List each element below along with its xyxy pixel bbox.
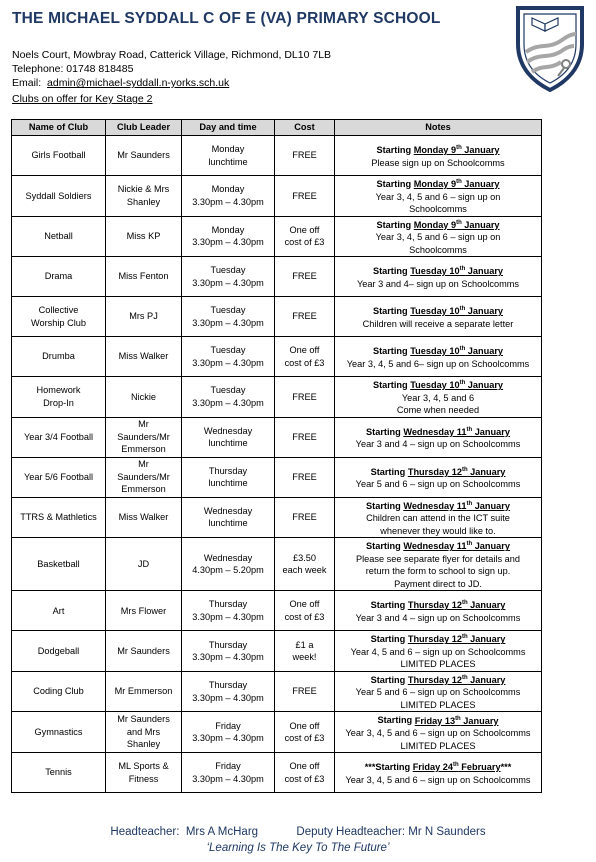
club-leader-cell bbox=[106, 671, 182, 712]
note-line: Year 3, 4, 5 and 6– sign up on Schoolcomms bbox=[346, 358, 530, 369]
email-link[interactable]: admin@michael-syddall.n-yorks.sch.uk bbox=[47, 77, 230, 89]
table-row bbox=[12, 297, 542, 337]
table-row bbox=[12, 136, 542, 176]
cost-cell bbox=[275, 497, 335, 538]
table-row bbox=[12, 497, 542, 538]
note-line: Year 4, 5 and 6 – sign up on Schoolcomms bbox=[350, 646, 526, 657]
note-line: Year 5 and 6 – sign up on Schoolcomms bbox=[355, 687, 521, 698]
start-date-line: Starting Monday 9th January bbox=[376, 179, 500, 190]
club-name-line: Homework bbox=[36, 385, 81, 396]
header-notes: Notes bbox=[335, 120, 542, 136]
day-time-line: Monday bbox=[211, 184, 245, 195]
cost-cell bbox=[275, 216, 335, 257]
table-row bbox=[12, 377, 542, 418]
club-leader-line: Mr Emmerson bbox=[114, 686, 173, 697]
cost-line: FREE bbox=[292, 512, 317, 523]
day-time-line: 3.30pm – 4.30pm bbox=[192, 357, 264, 368]
club-name-cell bbox=[12, 457, 106, 497]
club-leader-cell bbox=[106, 337, 182, 377]
table-row bbox=[12, 457, 542, 497]
day-time-line: Friday bbox=[215, 761, 241, 771]
start-date: Monday 9th January bbox=[413, 144, 500, 156]
notes-cell bbox=[335, 591, 542, 631]
club-name-line: Gymnastics bbox=[34, 726, 83, 737]
cost-cell bbox=[275, 457, 335, 497]
club-leader-cell bbox=[106, 176, 182, 217]
club-leader-cell bbox=[106, 712, 182, 753]
club-name-line: Collective bbox=[38, 305, 79, 316]
note-line: Schoolcomms bbox=[409, 244, 467, 255]
notes-cell bbox=[335, 497, 542, 538]
day-time-cell bbox=[182, 297, 275, 337]
club-leader-line: Miss KP bbox=[126, 231, 161, 242]
club-leader-cell bbox=[106, 538, 182, 591]
club-leader-line: Emmerson bbox=[121, 444, 166, 455]
club-name-cell bbox=[12, 136, 106, 176]
day-time-line: Monday bbox=[211, 144, 245, 154]
club-name-line: Coding Club bbox=[33, 686, 84, 697]
start-date: Thursday 12th January bbox=[407, 634, 506, 645]
day-time-cell bbox=[182, 591, 275, 631]
club-name-cell bbox=[12, 631, 106, 672]
club-leader-line: Fitness bbox=[128, 773, 159, 784]
day-time-line: Tuesday bbox=[210, 305, 246, 316]
notes-cell bbox=[335, 337, 542, 377]
day-time-cell bbox=[182, 753, 275, 793]
footer-staff: Headteacher: Mrs A McHarg Deputy Headteacher: Mr N Saunders bbox=[110, 826, 486, 838]
day-time-line: Thursday bbox=[208, 680, 248, 691]
note-line: Please sign up on Schoolcomms bbox=[371, 157, 505, 168]
note-line: Come when needed bbox=[396, 405, 480, 416]
note-line: return the form to school to sign up. bbox=[365, 566, 511, 577]
club-name-line: Girls Football bbox=[31, 150, 86, 161]
cost-cell bbox=[275, 176, 335, 217]
start-date: Thursday 12th January bbox=[407, 466, 506, 477]
cost-line: FREE bbox=[292, 431, 317, 442]
day-time-line: 3.30pm – 4.30pm bbox=[192, 397, 264, 408]
start-date-line: Starting Tuesday 10th January bbox=[372, 306, 504, 317]
note-line: Year 3 and 4 – sign up on Schoolcomms bbox=[355, 439, 521, 450]
note-line: Children can attend in the ICT suite bbox=[366, 513, 510, 524]
notes-cell bbox=[335, 257, 542, 297]
notes-cell bbox=[335, 176, 542, 217]
note-line: Payment direct to JD. bbox=[394, 578, 482, 589]
start-date-line: Starting Thursday 12th January bbox=[370, 466, 506, 477]
club-leader-cell bbox=[106, 753, 182, 793]
club-leader-cell bbox=[106, 457, 182, 497]
club-leader-line: ML Sports & bbox=[118, 761, 169, 771]
day-time-cell bbox=[182, 538, 275, 591]
day-time-cell bbox=[182, 176, 275, 217]
day-time-line: Friday bbox=[215, 720, 241, 731]
club-leader-line: Nickie & Mrs bbox=[117, 184, 170, 195]
club-leader-line: Mrs Flower bbox=[120, 605, 167, 616]
club-leader-line: Mr Saunders bbox=[117, 645, 170, 656]
club-name-cell bbox=[12, 497, 106, 538]
start-date: Thursday 12th January bbox=[407, 600, 506, 611]
day-time-line: Tuesday bbox=[210, 265, 246, 276]
club-name-line: Tennis bbox=[45, 767, 72, 778]
club-leader-cell bbox=[106, 297, 182, 337]
school-address: Noels Court, Mowbray Road, Catterick Village, Richmond, DL10 7LB bbox=[12, 49, 332, 61]
club-name-line: Art bbox=[52, 605, 65, 616]
cost-line: cost of £3 bbox=[284, 237, 325, 248]
club-leader-line: Mrs PJ bbox=[129, 311, 158, 322]
start-date: Tuesday 10th January bbox=[410, 380, 504, 391]
cost-line: FREE bbox=[292, 311, 317, 322]
club-name-cell bbox=[12, 591, 106, 631]
note-line: Children will receive a separate letter bbox=[362, 318, 514, 329]
cost-line: FREE bbox=[292, 150, 317, 161]
note-line: Year 3, 4, 5 and 6 – sign up on bbox=[375, 191, 501, 202]
club-name-line: Netball bbox=[44, 231, 73, 242]
day-time-cell bbox=[182, 712, 275, 753]
cost-cell bbox=[275, 136, 335, 176]
note-line: Year 3, 4, 5 and 6 – sign up on bbox=[375, 232, 501, 243]
note-line: LIMITED PLACES bbox=[400, 699, 476, 710]
club-name-line: Year 3/4 Football bbox=[23, 431, 94, 442]
table-row bbox=[12, 591, 542, 631]
cost-line: FREE bbox=[292, 391, 317, 402]
day-time-line: 3.30pm – 4.30pm bbox=[192, 733, 264, 744]
club-name-cell bbox=[12, 377, 106, 418]
day-time-cell bbox=[182, 377, 275, 418]
club-leader-cell bbox=[106, 591, 182, 631]
start-date: Monday 9th January bbox=[413, 179, 500, 190]
club-leader-line: Nickie bbox=[130, 391, 156, 402]
day-time-line: 3.30pm – 4.30pm bbox=[192, 277, 264, 288]
cost-cell bbox=[275, 753, 335, 793]
school-crest-icon bbox=[512, 4, 588, 92]
club-name-cell bbox=[12, 337, 106, 377]
day-time-line: 3.30pm – 4.30pm bbox=[192, 196, 264, 207]
day-time-line: Wednesday bbox=[203, 552, 253, 563]
club-leader-cell bbox=[106, 497, 182, 538]
cost-cell bbox=[275, 377, 335, 418]
start-date-line: Starting Thursday 12th January bbox=[370, 634, 506, 645]
day-time-cell bbox=[182, 457, 275, 497]
table-row bbox=[12, 538, 542, 591]
cost-line: cost of £3 bbox=[284, 733, 325, 744]
notes-cell bbox=[335, 297, 542, 337]
page-subtitle: Clubs on offer for Key Stage 2 bbox=[12, 93, 153, 105]
day-time-line: 3.30pm – 4.30pm bbox=[192, 692, 264, 703]
cost-cell bbox=[275, 417, 335, 457]
start-date: Tuesday 10th January bbox=[410, 346, 504, 357]
day-time-cell bbox=[182, 216, 275, 257]
day-time-line: Tuesday bbox=[210, 385, 246, 396]
notes-cell bbox=[335, 671, 542, 712]
cost-cell bbox=[275, 538, 335, 591]
day-time-cell bbox=[182, 417, 275, 457]
day-time-line: 3.30pm – 4.30pm bbox=[192, 611, 264, 622]
notes-cell bbox=[335, 538, 542, 591]
day-time-line: lunchtime bbox=[208, 438, 248, 449]
cost-line: cost of £3 bbox=[284, 773, 325, 784]
club-name-line: Worship Club bbox=[31, 317, 86, 328]
start-date: Friday 24th February bbox=[412, 761, 501, 773]
cost-line: One off bbox=[289, 761, 320, 771]
note-line: Schoolcomms bbox=[409, 204, 467, 215]
cost-line: week! bbox=[292, 652, 317, 663]
header-cost: Cost bbox=[275, 120, 335, 136]
day-time-cell bbox=[182, 497, 275, 538]
day-time-line: 3.30pm – 4.30pm bbox=[192, 317, 264, 328]
footer-motto: ‘Learning Is The Key To The Future’ bbox=[206, 842, 390, 854]
email-label: Email: bbox=[12, 77, 42, 89]
club-name-line: Dodgeball bbox=[37, 645, 80, 656]
table-row bbox=[12, 216, 542, 257]
start-date: Friday 13th January bbox=[414, 715, 499, 726]
cost-cell bbox=[275, 257, 335, 297]
day-time-line: Tuesday bbox=[210, 345, 246, 356]
cost-line: FREE bbox=[292, 686, 317, 697]
start-date: Wednesday 11th January bbox=[403, 541, 510, 552]
start-date: Monday 9th January bbox=[413, 219, 500, 230]
cost-line: One off bbox=[289, 224, 320, 235]
header-club-leader: Club Leader bbox=[106, 120, 182, 136]
cost-cell bbox=[275, 631, 335, 672]
table-row bbox=[12, 176, 542, 217]
day-time-cell bbox=[182, 257, 275, 297]
club-leader-line: Saunders/Mr bbox=[117, 431, 170, 442]
table-row bbox=[12, 631, 542, 672]
note-line: Year 3, 4, 5 and 6 – sign up on Schoolcomms bbox=[345, 728, 531, 738]
day-time-cell bbox=[182, 671, 275, 712]
start-date: Tuesday 10th January bbox=[410, 306, 504, 317]
notes-cell bbox=[335, 457, 542, 497]
club-name-cell bbox=[12, 176, 106, 217]
day-time-line: Thursday bbox=[208, 599, 248, 610]
cost-line: FREE bbox=[292, 271, 317, 282]
school-email-line bbox=[12, 77, 229, 89]
clubs-table bbox=[11, 119, 542, 793]
club-leader-cell bbox=[106, 257, 182, 297]
start-date-line: Starting Tuesday 10th January bbox=[372, 380, 504, 391]
cost-line: One off bbox=[289, 345, 320, 356]
club-leader-line: Mr Saunders bbox=[117, 714, 170, 725]
day-time-line: 4.30pm – 5.20pm bbox=[192, 565, 264, 576]
cost-line: cost of £3 bbox=[284, 611, 325, 622]
cost-cell bbox=[275, 671, 335, 712]
note-line: Year 3, 4, 5 and 6 – sign up on Schoolcomms bbox=[345, 774, 531, 785]
school-name: THE MICHAEL SYDDALL C OF E (VA) PRIMARY SCHOOL bbox=[12, 10, 441, 27]
start-date-line: ***Starting Friday 24th February*** bbox=[364, 761, 512, 773]
club-leader-line: Shanley bbox=[126, 739, 161, 750]
club-leader-line: Miss Fenton bbox=[118, 271, 169, 282]
note-line: Year 3, 4, 5 and 6 bbox=[401, 392, 475, 403]
day-time-line: lunchtime bbox=[208, 156, 248, 167]
cost-line: £3.50 bbox=[293, 552, 316, 563]
club-name-cell bbox=[12, 671, 106, 712]
table-row bbox=[12, 257, 542, 297]
club-leader-line: Mr bbox=[138, 459, 149, 470]
cost-line: £1 a bbox=[295, 639, 314, 650]
day-time-line: 3.30pm – 4.30pm bbox=[192, 237, 264, 248]
cost-cell bbox=[275, 337, 335, 377]
club-leader-line: JD bbox=[137, 559, 150, 570]
cost-cell bbox=[275, 712, 335, 753]
notes-cell bbox=[335, 136, 542, 176]
club-name-cell bbox=[12, 712, 106, 753]
club-name-line: Syddall Soldiers bbox=[25, 190, 92, 201]
table-row bbox=[12, 753, 542, 793]
club-leader-cell bbox=[106, 216, 182, 257]
cost-line: FREE bbox=[292, 471, 317, 482]
start-date-line: Starting Thursday 12th January bbox=[370, 674, 506, 685]
club-name-line: Basketball bbox=[37, 559, 80, 570]
note-line: LIMITED PLACES bbox=[400, 740, 476, 751]
club-name-line: Year 5/6 Football bbox=[23, 471, 94, 482]
club-leader-cell bbox=[106, 631, 182, 672]
table-header-row bbox=[12, 120, 542, 136]
table-row bbox=[12, 337, 542, 377]
table-row bbox=[12, 417, 542, 457]
note-line: Please see separate flyer for details and bbox=[356, 553, 520, 564]
start-date-line: Starting Tuesday 10th January bbox=[372, 346, 504, 357]
school-telephone: Telephone: 01748 818485 bbox=[12, 63, 134, 75]
header-day-time: Day and time bbox=[182, 120, 275, 136]
club-name-cell bbox=[12, 216, 106, 257]
note-line: Year 5 and 6 – sign up on Schoolcomms bbox=[355, 479, 521, 490]
notes-cell bbox=[335, 753, 542, 793]
cost-line: One off bbox=[289, 599, 320, 610]
day-time-cell bbox=[182, 631, 275, 672]
start-date-line: Starting Thursday 12th January bbox=[370, 600, 506, 611]
club-leader-cell bbox=[106, 417, 182, 457]
table-row bbox=[12, 671, 542, 712]
day-time-line: lunchtime bbox=[208, 518, 248, 529]
start-date: Wednesday 11th January bbox=[403, 426, 510, 437]
notes-cell bbox=[335, 377, 542, 418]
start-date-line: Starting Monday 9th January bbox=[376, 144, 500, 156]
club-name-cell bbox=[12, 538, 106, 591]
day-time-line: 3.30pm – 4.30pm bbox=[192, 773, 264, 784]
start-date-line: Starting Wednesday 11th January bbox=[366, 541, 510, 552]
club-leader-cell bbox=[106, 377, 182, 418]
day-time-line: Wednesday bbox=[203, 425, 253, 436]
club-leader-line: Miss Walker bbox=[118, 512, 169, 523]
note-line: whenever they would like to. bbox=[380, 525, 496, 536]
club-leader-line: Shanley bbox=[126, 196, 161, 207]
notes-cell bbox=[335, 216, 542, 257]
club-name-line: TTRS & Mathletics bbox=[20, 512, 97, 523]
club-name-line: Drama bbox=[44, 271, 73, 282]
cost-cell bbox=[275, 591, 335, 631]
day-time-line: Thursday bbox=[208, 465, 248, 476]
start-date-line: Starting Wednesday 11th January bbox=[366, 426, 510, 437]
start-date-line: Starting Monday 9th January bbox=[376, 219, 500, 230]
start-date-line: Starting Tuesday 10th January bbox=[372, 266, 504, 277]
club-leader-cell bbox=[106, 136, 182, 176]
day-time-cell bbox=[182, 337, 275, 377]
day-time-line: Monday bbox=[211, 224, 245, 235]
cost-cell bbox=[275, 297, 335, 337]
club-name-cell bbox=[12, 257, 106, 297]
start-date: Tuesday 10th January bbox=[410, 266, 504, 277]
club-name-cell bbox=[12, 297, 106, 337]
table-row bbox=[12, 712, 542, 753]
day-time-line: lunchtime bbox=[208, 478, 248, 489]
day-time-line: 3.30pm – 4.30pm bbox=[192, 652, 264, 663]
day-time-line: Thursday bbox=[208, 639, 248, 650]
note-line: Year 3 and 4 – sign up on Schoolcomms bbox=[355, 612, 521, 623]
start-date: Wednesday 11th January bbox=[403, 500, 510, 511]
header-club-name: Name of Club bbox=[12, 120, 106, 136]
start-date: Thursday 12th January bbox=[407, 674, 506, 685]
club-name-line: Drumba bbox=[42, 351, 75, 362]
cost-line: One off bbox=[289, 720, 320, 731]
club-name-cell bbox=[12, 417, 106, 457]
club-name-line: Drop-In bbox=[43, 397, 74, 408]
day-time-line: Wednesday bbox=[203, 505, 253, 516]
note-line: LIMITED PLACES bbox=[400, 659, 476, 670]
notes-cell bbox=[335, 631, 542, 672]
cost-line: each week bbox=[282, 565, 327, 576]
club-leader-line: Miss Walker bbox=[118, 351, 169, 362]
notes-cell bbox=[335, 417, 542, 457]
club-name-cell bbox=[12, 753, 106, 793]
notes-cell bbox=[335, 712, 542, 753]
club-leader-line: Mr bbox=[138, 419, 149, 430]
start-date-line: Starting Wednesday 11th January bbox=[366, 500, 510, 511]
cost-line: cost of £3 bbox=[284, 357, 325, 368]
note-line: Year 3 and 4– sign up on Schoolcomms bbox=[356, 278, 520, 289]
club-leader-line: Mr Saunders bbox=[117, 150, 170, 161]
club-leader-line: Saunders/Mr bbox=[117, 471, 170, 482]
cost-line: FREE bbox=[292, 190, 317, 201]
table-body bbox=[12, 136, 542, 793]
day-time-cell bbox=[182, 136, 275, 176]
club-leader-line: and Mrs bbox=[126, 726, 161, 737]
start-date-line: Starting Friday 13th January bbox=[377, 715, 499, 726]
club-leader-line: Emmerson bbox=[121, 484, 166, 495]
